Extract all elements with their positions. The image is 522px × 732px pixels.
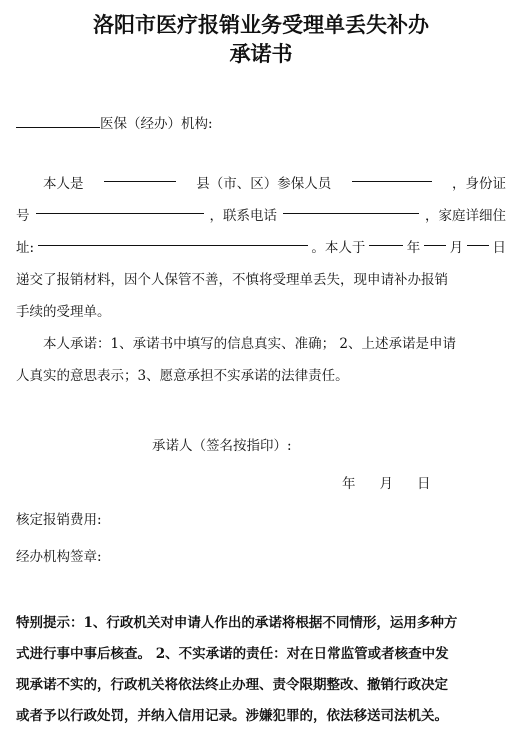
p1-text: 号	[16, 208, 30, 224]
p1-row4: 递交了报销材料，因个人保管不善，不慎将受理单丢失，现申请补办报销	[16, 272, 448, 288]
p2-row2: 人真实的意思表示；3、愿意承担不实承诺的法律责任。	[16, 368, 349, 384]
month-blank[interactable]	[424, 232, 446, 246]
p1-text: 本人是	[43, 176, 84, 192]
p1-text: 。本人于	[311, 240, 366, 256]
p1-row1	[16, 168, 506, 200]
sign-date-month: 月	[379, 476, 393, 492]
special-notice	[16, 608, 506, 732]
sign-date-year: 年	[342, 476, 356, 492]
p1-text: 日	[492, 240, 506, 256]
notice-line3: 现承诺不实的，行政机关将依法终止办理、责令限期整改、撤销行政决定	[16, 677, 448, 693]
p1-row2	[16, 200, 506, 232]
p1-row3	[16, 232, 506, 264]
signer-label: 承诺人（签名按指印）:	[152, 438, 292, 454]
agency-row	[16, 112, 506, 132]
paragraph-2	[16, 328, 506, 392]
p1-text: ，联系电话	[209, 208, 277, 224]
sign-date-row	[16, 472, 506, 492]
agency-label: 医保（经办）机构:	[100, 116, 213, 132]
id-number-blank[interactable]	[36, 200, 204, 214]
agency-blank[interactable]	[16, 114, 100, 128]
paragraph-1	[16, 168, 506, 328]
p1-text: 址:	[16, 240, 35, 256]
year-blank[interactable]	[369, 232, 403, 246]
notice-line2: 式进行事中事后核查。 2、不实承诺的责任：对在日常监管或者核查中发	[16, 646, 449, 662]
p1-text: 县（市、区）参保人员	[196, 176, 332, 192]
p2-row1: 本人承诺：1、承诺书中填写的信息真实、准确； 2、上述承诺是申请	[43, 336, 456, 352]
notice-line1: 特别提示：1、行政机关对申请人作出的承诺将根据不同情形，运用多种方	[16, 615, 458, 631]
fee-label: 核定报销费用:	[16, 512, 102, 528]
name-blank[interactable]	[352, 168, 432, 182]
seal-label: 经办机构签章:	[16, 549, 102, 565]
p1-text: ，身份证	[452, 176, 506, 192]
day-blank[interactable]	[467, 232, 489, 246]
p1-text: 月	[449, 240, 464, 256]
p1-row5: 手续的受理单。	[16, 304, 111, 320]
doc-title-line2: 承诺书	[229, 41, 293, 66]
p1-text: ，家庭详细住	[425, 208, 506, 224]
notice-line4: 或者予以行政处罚，并纳入信用记录。涉嫌犯罪的，依法移送司法机关。	[16, 708, 448, 724]
county-blank[interactable]	[104, 168, 176, 182]
phone-blank[interactable]	[283, 200, 419, 214]
doc-title-line1: 洛阳市医疗报销业务受理单丢失补办	[93, 12, 429, 37]
address-blank[interactable]	[38, 232, 308, 246]
sign-date-day: 日	[417, 476, 431, 492]
p1-text: 年	[406, 240, 421, 256]
